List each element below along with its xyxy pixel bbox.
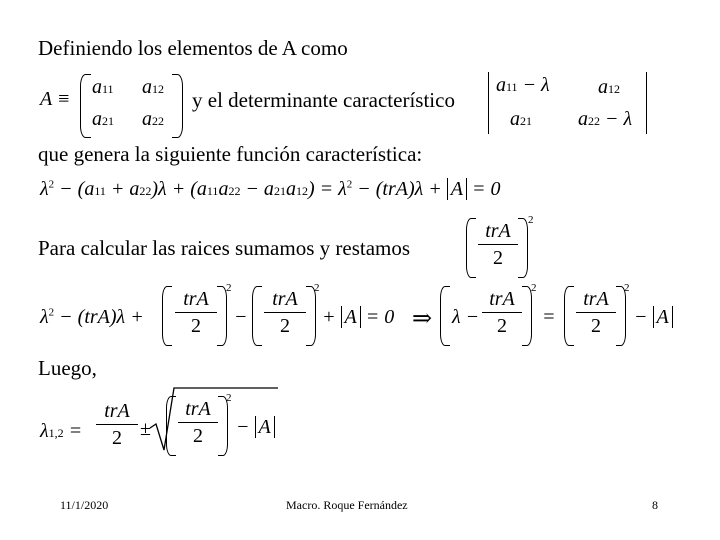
det-r1c2: a12 — [598, 76, 620, 98]
eq3-paren-r — [218, 396, 228, 456]
eq2-frac1: trA 2 — [175, 288, 217, 337]
heading: Definiendo los elementos de A como — [38, 36, 348, 60]
footer-date: 11/1/2020 — [60, 498, 109, 512]
plus-minus: ± — [140, 418, 151, 440]
eq2-frac4: trA 2 — [576, 288, 616, 337]
eq2-paren1-r — [217, 286, 227, 346]
footer-author: Macro. Roque Fernández — [286, 498, 408, 512]
eq2-paren2-l — [252, 286, 262, 346]
eq2-exp2: 2 — [314, 282, 320, 294]
matrix-left-paren — [80, 74, 91, 138]
det-right-bar — [646, 72, 647, 134]
eq2-paren3-l — [440, 286, 450, 346]
matrix-a22: a22 — [142, 108, 164, 130]
eq3-tail: − A — [236, 416, 275, 439]
eq2-frac2: trA 2 — [264, 288, 306, 337]
det-r2c2: a22 − λ — [578, 108, 633, 130]
eq2-paren4-r — [616, 286, 626, 346]
equation-characteristic: $\lambda^2 - (a11 + a22)\lambda + (a11a22 - a21a12) = \lambda^2 - (trA)\lambda + A = 0$ — [40, 178, 501, 200]
frac-right-paren — [518, 218, 528, 278]
matrix-a21: a21 — [92, 108, 114, 130]
eq2-mid: + A = 0 — [322, 306, 395, 328]
eq2-equals: = — [542, 306, 556, 328]
line-luego: Luego, — [38, 356, 97, 380]
eq2-tail: − A — [634, 306, 673, 329]
det-r1c1: a11 − λ — [496, 74, 550, 96]
eq3-exp: 2 — [226, 392, 232, 404]
eq3-paren-l — [166, 396, 176, 456]
eq2-exp1: 2 — [226, 282, 232, 294]
eq3-frac2: trA 2 — [178, 398, 218, 447]
eq2-paren3-r — [522, 286, 532, 346]
frac-left-paren — [466, 218, 476, 278]
eq2-exp3: 2 — [531, 282, 537, 294]
footer-page-number: 8 — [652, 498, 658, 512]
eq2-lambda-minus: λ − — [452, 306, 480, 328]
eq2-frac3: trA 2 — [482, 288, 522, 337]
matrix-lhs: A ≡ — [40, 88, 71, 110]
matrix-right-paren — [172, 74, 183, 138]
matrix-a11: a11 — [92, 76, 114, 98]
eq3-lhs: λ1,2 = — [40, 420, 83, 442]
det-left-bar — [488, 72, 489, 134]
frac-exponent: 2 — [528, 214, 534, 226]
eq2-paren2-r — [306, 286, 316, 346]
line-roots-instruction: Para calcular las raices sumamos y restamos — [38, 236, 411, 260]
eq3-frac1: trA 2 — [96, 400, 138, 449]
frac-trA-over-2: trA 2 — [478, 220, 518, 269]
eq2-paren1-l — [162, 286, 172, 346]
eq2-minus: − — [234, 306, 248, 328]
det-r2c1: a21 — [510, 108, 532, 130]
eq2-lhs: $\lambda^2 - (trA)\lambda$ + — [40, 306, 144, 328]
det-description: y el determinante característico — [192, 88, 455, 112]
matrix-a12: a12 — [142, 76, 164, 98]
implies-arrow: ⇒ — [412, 306, 433, 332]
line-characteristic-function: que genera la siguiente función característica: — [38, 142, 423, 166]
eq2-paren4-l — [564, 286, 574, 346]
eq2-exp4: 2 — [624, 282, 630, 294]
